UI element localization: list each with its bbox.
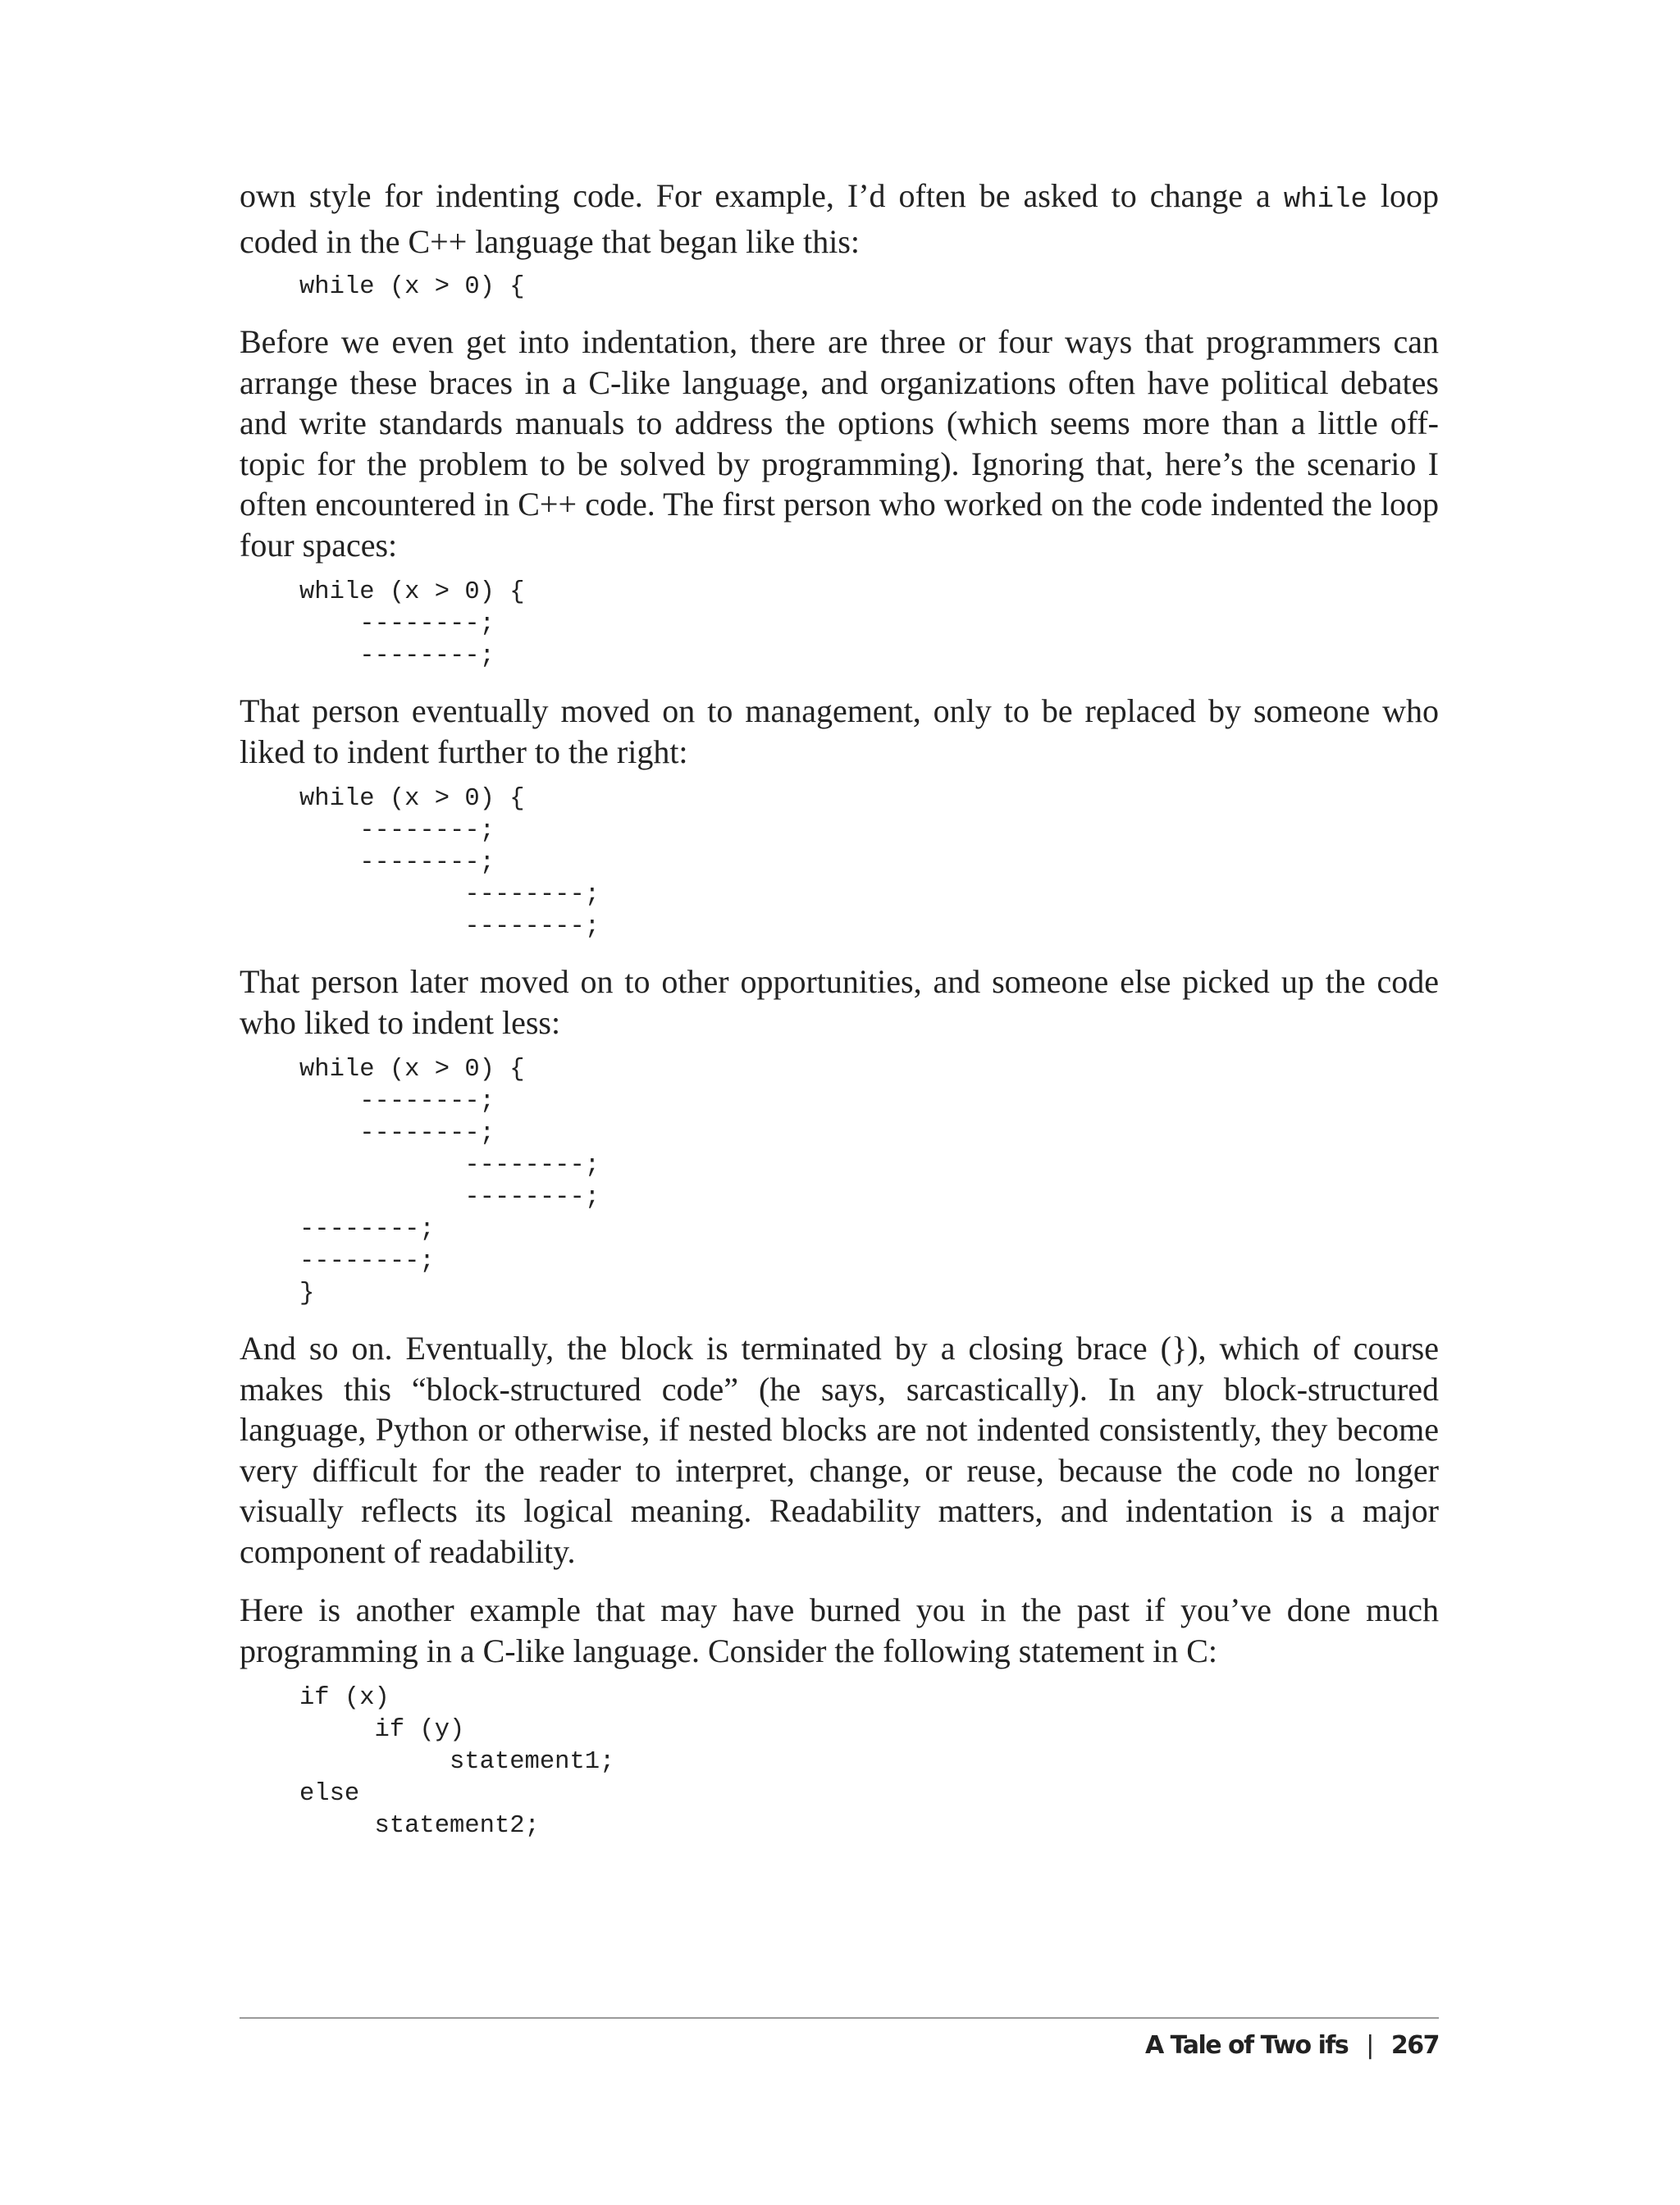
paragraph-braces: Before we even get into indentation, there are three or four ways that programmers can arrange these braces in a C-like language, and organizations often have political debates and write standards manuals to address the options (which seems more than a little off-topic for the problem to be solved by programming). Ignoring that, here’s the scenario I often encountered in C++ code. The first person who worked on the code indented the loop four spaces:	[240, 323, 1439, 564]
footer-page-number: 267	[1390, 2030, 1439, 2060]
paragraph-management: That person eventually moved on to management, only to be replaced by someone who liked to indent further to the right:	[240, 692, 1439, 770]
text-run: loop coded in the C++ language that began like this:	[240, 177, 1439, 260]
paragraph-intro	[240, 176, 1439, 262]
footer-chapter-title: A Tale of Two ifs	[1144, 2030, 1349, 2060]
paragraph-block-structured: And so on. Eventually, the block is terminated by a closing brace (}), which of course makes this “block-structured code” (he says, sarcastically). In any block-structured language, Python or otherwise, if nested blocks are not indented consistently, they become very difficult for the reader to interpret, change, or reuse, because the code no longer visually reflects its logical meaning. Readability matters, and indentation is a major component of readability.	[240, 1330, 1439, 1570]
page-body	[240, 176, 1439, 1842]
code-block-5: if (x) if (y) statement1; else statement2;	[299, 1684, 615, 1840]
footer-separator: |	[1366, 2030, 1373, 2060]
inline-code-while: while	[1283, 185, 1367, 216]
text-run: own style for indenting code. For example, I’d often be asked to change a	[240, 177, 1284, 214]
page-footer	[1145, 2025, 1439, 2066]
paragraph-another-example: Here is another example that may have burned you in the past if you’ve done much programming in a C-like language. Consider the following statement in C:	[240, 1591, 1439, 1669]
code-block-4: while (x > 0) { --------; --------; --------; --------; --------; --------; }	[299, 1056, 600, 1308]
code-block-1: while (x > 0) {	[299, 273, 525, 301]
footer-rule	[240, 2017, 1439, 2019]
paragraph-indent-less: That person later moved on to other opportunities, and someone else picked up the code who liked to indent less:	[240, 963, 1439, 1041]
code-block-3: while (x > 0) { --------; --------; --------; --------;	[299, 785, 600, 941]
code-block-2: while (x > 0) { --------; --------;	[299, 578, 525, 670]
